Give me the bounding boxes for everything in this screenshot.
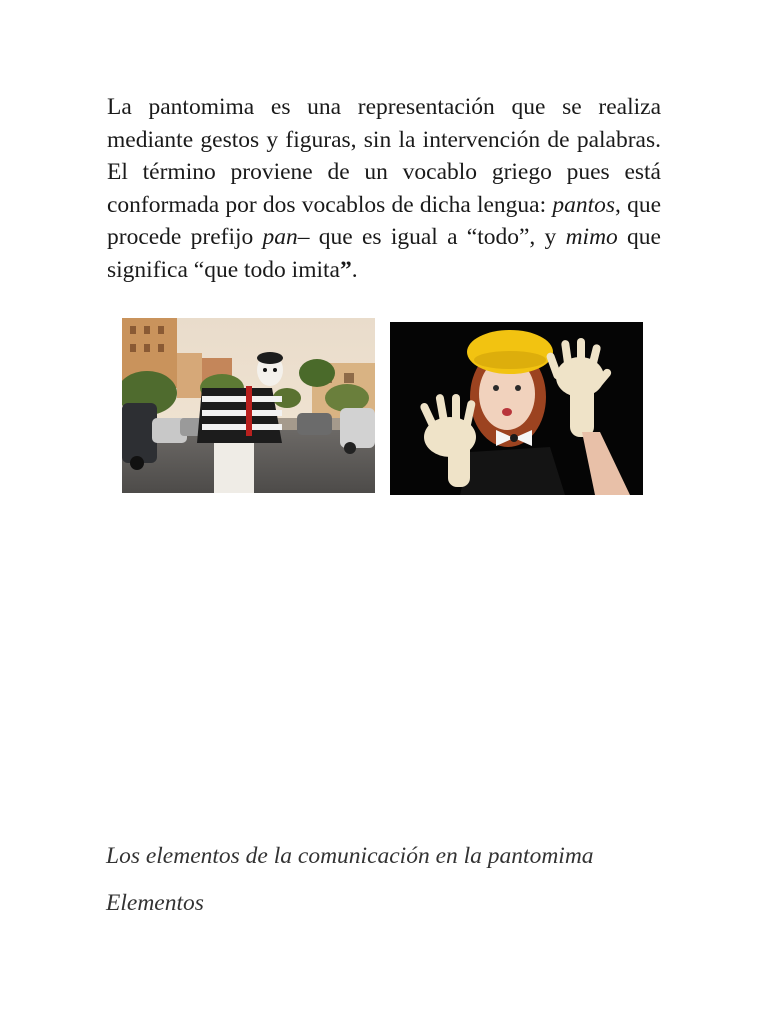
intro-paragraph bbox=[107, 91, 661, 286]
street-mime-photo bbox=[122, 318, 375, 493]
woman-mime-photo bbox=[390, 322, 643, 495]
paragraph-text-4: que significa “que todo imita bbox=[107, 224, 661, 283]
term-mimo: mimo bbox=[565, 224, 618, 250]
paragraph-text-2: , que procede prefijo bbox=[107, 191, 661, 250]
section-heading: Los elementos de la comunicación en la pantomima bbox=[106, 843, 594, 869]
term-pan: pan bbox=[262, 224, 298, 250]
paragraph-text-5: . bbox=[351, 256, 358, 283]
paragraph-text-3: – que es igual a “todo”, y bbox=[297, 224, 566, 250]
term-pantos: pantos bbox=[552, 191, 615, 218]
subsection-heading: Elementos bbox=[106, 890, 204, 916]
paragraph-text-1: La pantomima es una representación que se realiza mediante gestos y figuras, sin la intervención de palabras. El término proviene de un vocablo griego pues está conformada por dos vocablos de dicha lengua: bbox=[107, 94, 661, 218]
closing-quote: ” bbox=[339, 256, 352, 283]
